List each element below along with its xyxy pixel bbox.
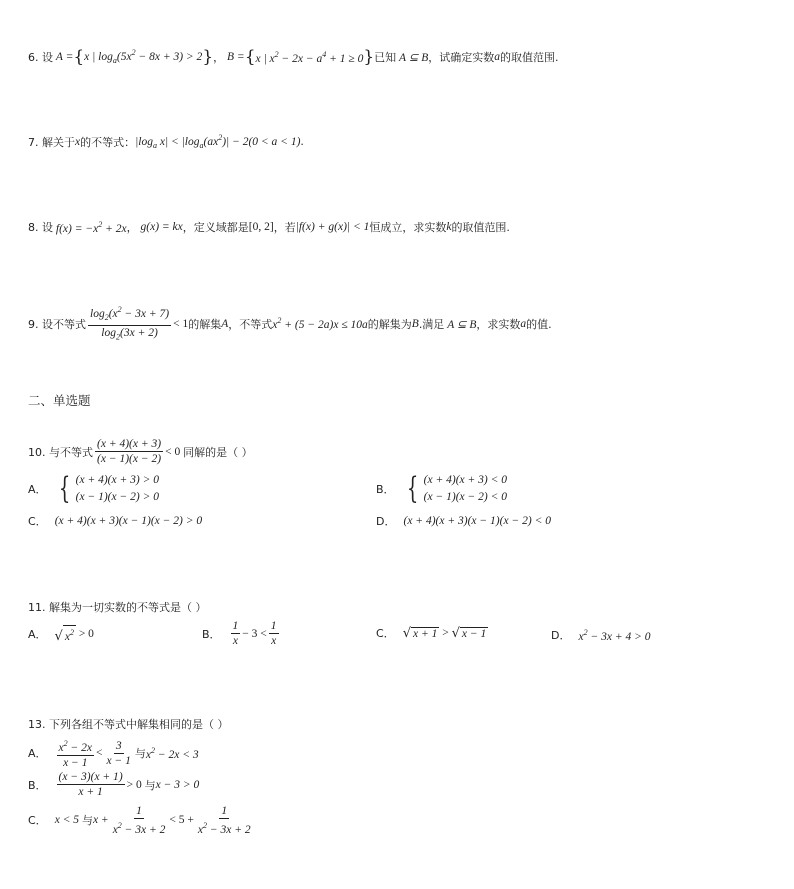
q8-condition: |f(x) + g(x)| < 1 [295, 221, 370, 233]
q10-option-c[interactable]: C． (x + 4)(x + 3)(x − 1)(x − 2) > 0 [28, 515, 203, 528]
question-10: 10. 与不等式 $\frac{(x + 4)(x + 3)}{(x - 1)(x - 2)}$ < 0 同解的是（ ） [28, 438, 253, 465]
q6-lead: 6. 设 [28, 51, 53, 64]
option-label: A． [28, 747, 47, 761]
q10-option-d[interactable]: D． (x + 4)(x + 3)(x − 1)(x − 2) < 0 [376, 515, 551, 528]
q13-option-b[interactable]: B． $\frac{(x - 3)(x + 1)}{x + 1}$ > 0 与 x − 3 > 0 [28, 771, 200, 798]
q8-lead: 8. 设 [28, 221, 53, 234]
q8-mid1: ，定义域都是 [182, 221, 249, 234]
question-6: 6. 设 A = { x | $\log_a(5x^2 - 8x + 3) > 2$ } ， B = { x | $x^2 - 2x - a^4 + 1 \ge 0$ } 已知 A ⊆ B ，试确定实数 a 的取值范围. [28, 47, 559, 67]
q13-stem: 13. 下列各组不等式中解集相同的是（ ） [28, 718, 229, 731]
q8-end: 的取值范围. [451, 221, 510, 234]
q9-mid3: 的解集为 [367, 317, 412, 331]
q9-mid1: 的解集 [188, 317, 222, 331]
q13-with: 与 [134, 747, 146, 761]
section-heading: 二、单选题 [28, 393, 91, 408]
option-label: A． [28, 628, 47, 642]
option-label: A． [28, 483, 47, 496]
q9-lead: 9. 设不等式 [28, 317, 86, 331]
q10-end: 同解的是（ ） [183, 445, 253, 459]
option-label: B． [28, 778, 47, 792]
option-label: B． [202, 627, 221, 641]
q6-set-a-body: x | $\log_a(5x^2 - 8x + 3) > 2$ [84, 48, 203, 66]
q9-second-ineq: $x^2 + (5 - 2a)x \le 10a$ [272, 316, 368, 332]
q8-fx: $f(x) = -x^2 + 2x$ [53, 219, 127, 235]
q6-subset: A ⊆ B [396, 52, 429, 64]
q6-tail3: 的取值范围. [500, 51, 559, 64]
q10-fraction: $\frac{(x + 4)(x + 3)}{(x - 1)(x - 2)}$ [97, 438, 162, 465]
q7-mid: 的不等式： [80, 135, 136, 149]
q9-end: 的值. [526, 317, 552, 331]
option-label: C． [28, 515, 47, 528]
q9-mid4: .满足 [418, 317, 445, 331]
q8-domain: [0, 2] [248, 221, 274, 233]
option-label: C． [376, 627, 395, 640]
q6-set-b-body: x | $x^2 - 2x - a^4 + 1 \ge 0$ [255, 49, 364, 65]
q11-stem: 11. 解集为一切实数的不等式是（ ） [28, 601, 207, 614]
q13-option-a[interactable]: A． $\frac{x^2 - 2x}{x - 1}$ < $\frac{3}{x - 1}$ 与 $x^2 - 2x < 3$ [28, 739, 199, 769]
q7-lead: 7. 解关于 [28, 135, 75, 149]
q7-end: . [300, 135, 304, 149]
question-9: 9. 设不等式 $\frac{\log_2(x^2 - 3x + 7)}{\log_2(3x + 2)}$ < 1 的解集 A ，不等式 $x^2 + (5 - 2a)x \le 10a$ 的解集为 B .满足 A ⊆ B ，求实数 a 的值. [28, 305, 552, 342]
option-label: B． [376, 483, 395, 496]
q7-inequality: $|\log_a$ $x| < |\log_a(ax^2)| - 2(0 < a < 1)$ [135, 133, 301, 151]
q6-tail2: ，试确定实数 [428, 51, 495, 64]
q11-option-c[interactable]: C． √ x + 1 > √ x − 1 [376, 625, 487, 641]
q13-with: 与 [144, 778, 156, 792]
q11-option-b[interactable]: B． $\frac{1}{x}$ − 3 < $\frac{1}{x}$ [202, 620, 277, 647]
q6-brace-close: } [202, 47, 214, 67]
q8-mid2: ，若 [273, 221, 296, 234]
option-label: D． [376, 515, 396, 528]
q9-mid2: ，不等式 [228, 317, 273, 331]
q10-option-b[interactable]: B． { (x + 4)(x + 3) < 0 (x − 1)(x − 2) < 0 [376, 471, 508, 506]
q10-lead: 10. 与不等式 [28, 445, 93, 459]
q8-gx: g(x) = kx [137, 221, 183, 233]
option-label: D． [551, 629, 571, 642]
q11-option-a[interactable]: A． √ $x^2$ > 0 [28, 625, 94, 644]
q9-mid5: ，求实数 [476, 317, 521, 331]
q13-with: 与 [81, 814, 93, 828]
q6-set-a: A = [53, 51, 74, 63]
q10-option-a[interactable]: A． { (x + 4)(x + 3) > 0 (x − 1)(x − 2) > 0 [28, 471, 159, 506]
question-13 [28, 716, 229, 732]
q9-fraction: $\frac{\log_2(x^2 - 3x + 7)}{\log_2(3x + 2)}$ [90, 305, 170, 342]
q8-mid3: 恒成立，求实数 [369, 221, 447, 234]
q13-option-c[interactable]: C． x < 5 与 x + $\frac{1}{x^2 - 3x + 2}$ < 5 + $\frac{1}{x^2 - 3x + 2}$ [28, 805, 251, 836]
q6-brace-open: { [73, 47, 85, 67]
q6-tail: 已知 [374, 51, 397, 64]
question-11 [28, 599, 207, 615]
option-label: C． [28, 814, 47, 828]
question-7: 7. 解关于 x 的不等式： $|\log_a$ $x| < |\log_a(ax^2)| - 2(0 < a < 1)$ . [28, 133, 304, 151]
q6-set-b: B = [224, 51, 245, 63]
q11-option-d[interactable]: D． $x^2 - 3x + 4 > 0$ [551, 627, 651, 643]
question-8: 8. 设 $f(x) = -x^2 + 2x$ ， g(x) = kx ，定义域都是 [0, 2] ，若 |f(x) + g(x)| < 1 恒成立，求实数 k 的取值范围. [28, 219, 510, 235]
